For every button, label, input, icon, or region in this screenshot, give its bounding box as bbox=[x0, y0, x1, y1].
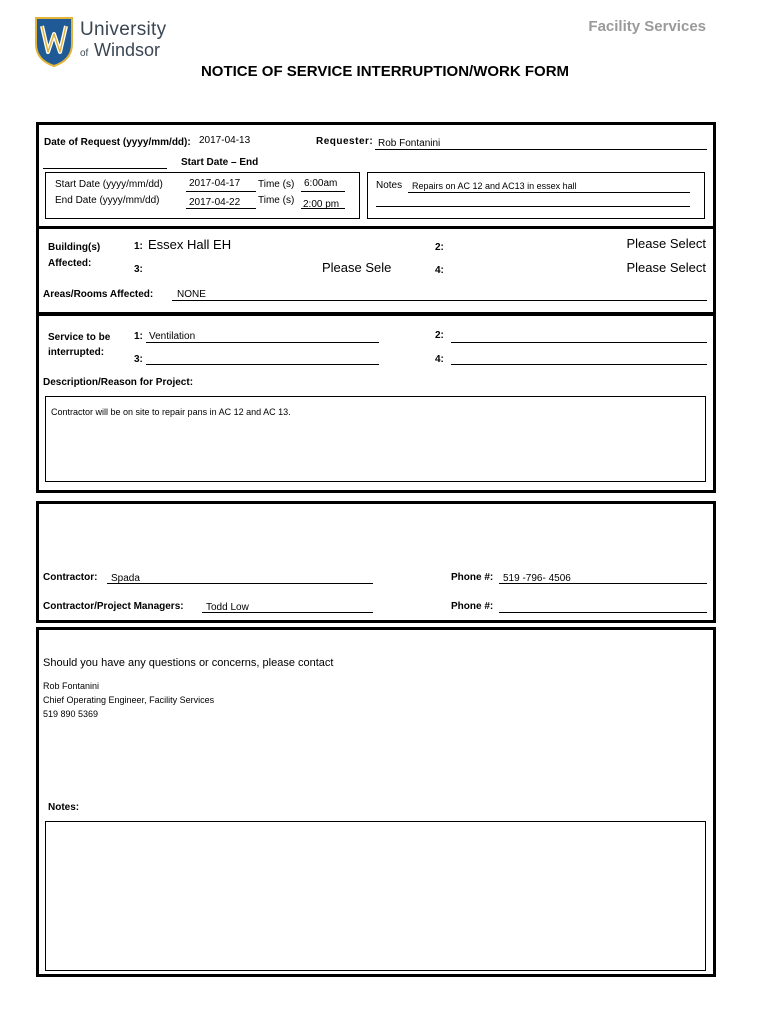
start-time-label: Time (s) bbox=[258, 179, 295, 190]
building-2-number: 2: bbox=[435, 242, 444, 253]
start-date-value[interactable]: 2017-04-17 bbox=[189, 178, 241, 189]
phone-value[interactable]: 519 -796- 4506 bbox=[503, 573, 571, 584]
service-1-underline bbox=[146, 342, 379, 343]
notes-box bbox=[367, 172, 705, 219]
notes-section-label: Notes: bbox=[48, 802, 80, 813]
end-time-underline bbox=[301, 208, 345, 209]
service-label-line2: interrupted: bbox=[48, 347, 105, 358]
end-time-label: Time (s) bbox=[258, 195, 295, 206]
contact-role: Chief Operating Engineer, Facility Services bbox=[43, 695, 215, 705]
description-label: Description/Reason for Project: bbox=[43, 377, 194, 388]
building-4-number: 4: bbox=[435, 265, 444, 276]
areas-underline bbox=[172, 300, 707, 301]
service-4-underline bbox=[451, 364, 707, 365]
start-date-underline bbox=[186, 191, 256, 192]
managers-underline bbox=[202, 612, 373, 613]
end-time-value[interactable]: 2:00 pm bbox=[303, 199, 340, 210]
managers-label: Contractor/Project Managers: bbox=[43, 601, 184, 612]
service-2-number: 2: bbox=[435, 330, 444, 341]
notes-textarea[interactable] bbox=[45, 821, 706, 971]
contact-intro: Should you have any questions or concerns, please contact bbox=[43, 657, 334, 669]
service-1-value[interactable]: Ventilation bbox=[149, 331, 196, 342]
phone-label: Phone #: bbox=[451, 572, 494, 583]
contact-phone: 519 890 5369 bbox=[43, 709, 99, 719]
form-title: NOTICE OF SERVICE INTERRUPTION/WORK FORM bbox=[200, 63, 570, 80]
requester-underline bbox=[375, 149, 707, 150]
end-date-underline bbox=[186, 208, 256, 209]
service-2-underline bbox=[451, 342, 707, 343]
notes-label: Notes bbox=[376, 180, 403, 191]
start-time-underline bbox=[301, 191, 345, 192]
service-1-number: 1: bbox=[134, 331, 143, 342]
university-logo bbox=[34, 14, 174, 70]
date-of-request-value[interactable]: 2017-04-13 bbox=[199, 135, 251, 146]
building-1-select[interactable]: Essex Hall EH bbox=[148, 237, 232, 252]
start-time-value[interactable]: 6:00am bbox=[304, 178, 338, 189]
building-3-number: 3: bbox=[134, 264, 143, 275]
requester-label: Requester: bbox=[316, 136, 374, 147]
end-date-label: End Date (yyyy/mm/dd) bbox=[55, 195, 160, 206]
service-3-number: 3: bbox=[134, 354, 143, 365]
phone-underline bbox=[499, 583, 707, 584]
phone2-label: Phone #: bbox=[451, 601, 494, 612]
logo-line2: Windsor bbox=[94, 40, 161, 60]
building-3-select[interactable]: Please Sele bbox=[322, 260, 392, 275]
areas-value[interactable]: NONE bbox=[177, 289, 206, 300]
date-of-request-label: Date of Request (yyyy/mm/dd): bbox=[44, 137, 191, 148]
start-end-heading: Start Date – End bbox=[181, 157, 259, 168]
service-label-line1: Service to be bbox=[48, 332, 111, 343]
contact-name: Rob Fontanini bbox=[43, 681, 100, 691]
managers-value[interactable]: Todd Low bbox=[206, 602, 249, 613]
service-3-underline bbox=[146, 364, 379, 365]
buildings-label-line2: Affected: bbox=[48, 258, 92, 269]
buildings-label-line1: Building(s) bbox=[48, 242, 101, 253]
building-1-number: 1: bbox=[134, 241, 143, 252]
areas-label: Areas/Rooms Affected: bbox=[43, 289, 154, 300]
contractor-value[interactable]: Spada bbox=[111, 573, 140, 584]
contractor-underline bbox=[107, 583, 373, 584]
start-end-underline bbox=[43, 168, 167, 169]
logo-line1: University bbox=[80, 19, 167, 40]
start-date-label: Start Date (yyyy/mm/dd) bbox=[55, 179, 163, 190]
service-4-number: 4: bbox=[435, 354, 444, 365]
logo-of: of bbox=[80, 48, 89, 59]
crest-icon bbox=[34, 14, 74, 68]
notes-underline-1 bbox=[408, 192, 690, 193]
department-name: Facility Services bbox=[588, 18, 706, 35]
building-4-select[interactable]: Please Select bbox=[626, 260, 706, 275]
notes-underline-2 bbox=[376, 206, 690, 207]
end-date-value[interactable]: 2017-04-22 bbox=[189, 197, 241, 208]
notes-value[interactable]: Repairs on AC 12 and AC13 in essex hall bbox=[412, 181, 577, 191]
phone2-underline bbox=[499, 612, 707, 613]
description-value: Contractor will be on site to repair pans in AC 12 and AC 13. bbox=[51, 407, 291, 417]
requester-value[interactable]: Rob Fontanini bbox=[378, 138, 441, 149]
contractor-label: Contractor: bbox=[43, 572, 98, 583]
buildings-divider bbox=[37, 226, 715, 229]
building-2-select[interactable]: Please Select bbox=[626, 236, 706, 251]
